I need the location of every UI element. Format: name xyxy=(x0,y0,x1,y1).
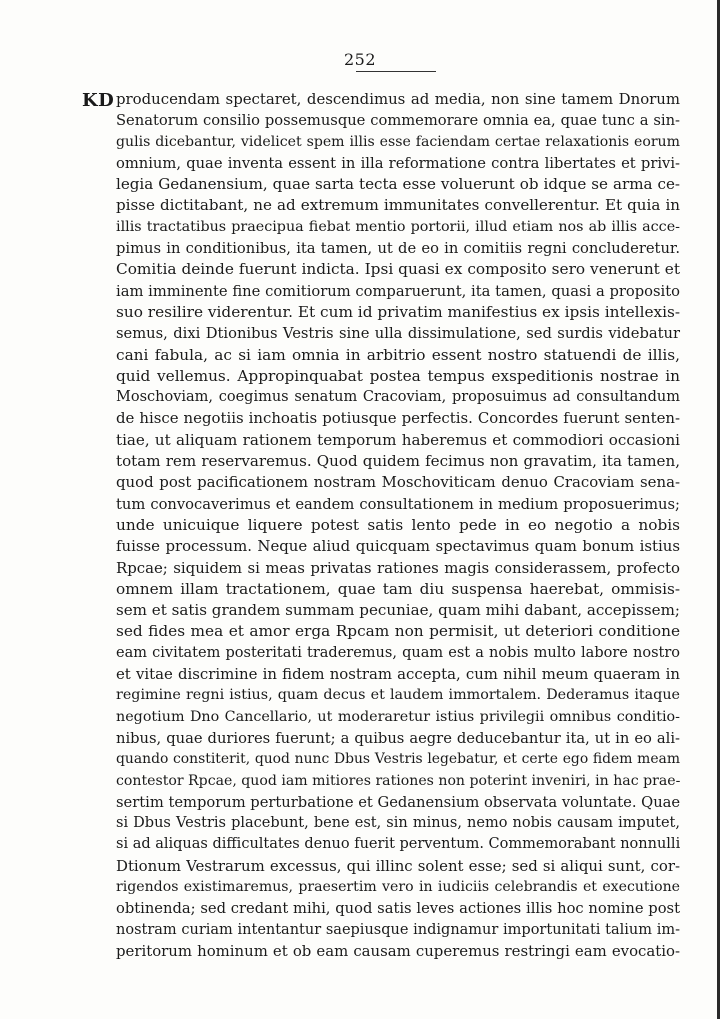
text-line: iam imminente fine comitiorum comparuerunt, ita tamen, quasi a proposito xyxy=(116,282,680,300)
text-line: pimus in conditionibus, ita tamen, ut de eo in comitiis regni concluderetur. xyxy=(116,240,680,258)
text-line: gulis dicebantur, videlicet spem illis esse faciendam certae relaxationis eorum xyxy=(116,133,680,150)
text-line: fuisse processum. Neque aliud quicquam spectavimus quam bonum istius xyxy=(116,537,680,556)
text-line: nostram curiam intentantur saepiusque indignamur importunitati talium im- xyxy=(116,921,680,938)
page-number-rule xyxy=(356,71,436,72)
text-line: si ad aliquas difficultates denuo fuerit perventum. Commemorabant nonnulli xyxy=(116,836,681,853)
text-line: regimine regni istius, quam decus et laudem immortalem. Dederamus itaque xyxy=(116,687,680,704)
text-line: nibus, quae duriores fuerunt; a quibus aegre deducebantur ita, ut in eo ali- xyxy=(116,729,680,747)
text-line: eam civitatem posteritati traderemus, quam est a nobis multo labore nostro xyxy=(116,644,680,661)
body-text xyxy=(116,89,680,962)
text-line: peritorum hominum et ob eam causam cuperemus restringi eam evocatio- xyxy=(116,941,680,960)
text-line: quando constiterit, quod nunc Dbus Vestris legebatur, et certe ego fidem meam xyxy=(116,751,680,768)
text-line: Rpcae; siquidem si meas privatas rationes magis considerassem, profecto xyxy=(116,558,680,577)
text-line: de hisce negotiis inchoatis potiusque perfectis. Concordes fuerunt senten- xyxy=(116,409,680,428)
text-line: semus, dixi Dtionibus Vestris sine ulla dissimulatione, sed surdis videbatur xyxy=(116,325,680,343)
text-line: pisse dictitabant, ne ad extremum immunitates convellerentur. Et quia in xyxy=(116,196,680,215)
text-line: Comitia deinde fuerunt indicta. Ipsi quasi ex composito sero venerunt et xyxy=(116,260,680,279)
text-line: producendam spectaret, descendimus ad media, non sine tamem Dnorum xyxy=(116,90,680,108)
text-line: Moschoviam, coegimus senatum Cracoviam, proposuimus ad consultandum xyxy=(116,389,680,406)
text-line: omnium, quae inventa essent in illa reformatione contra libertates et privi- xyxy=(116,154,680,172)
text-line: totam rem reservaremus. Quod quidem fecimus non gravatim, ita tamen, xyxy=(116,452,680,471)
text-line: et vitae discrimine in fidem nostram accepta, cum nihil meum quaeram in xyxy=(116,665,680,684)
text-line: cani fabula, ac si iam omnia in arbitrio essent nostro statuendi de illis, xyxy=(116,345,680,364)
text-line: unde unicuique liquere potest satis lento pede in eo negotio a nobis xyxy=(116,515,680,534)
text-line: Dtionum Vestrarum excessus, qui illinc solent esse; sed si aliqui sunt, cor- xyxy=(116,856,680,875)
text-line: sertim temporum perturbatione et Gedanensium observata voluntate. Quae xyxy=(116,793,681,811)
text-line: omnem illam tractationem, quae tam diu suspensa haerebat, ommisis- xyxy=(116,579,680,598)
text-line: negotium Dno Cancellario, ut moderaretur istius privilegii omnibus conditio- xyxy=(116,708,680,725)
text-line: contestor Rpcae, quod iam mitiores rationes non poterint inveniri, in hac prae- xyxy=(116,772,681,789)
margin-note: KD xyxy=(82,90,115,111)
text-line: rigendos existimaremus, praesertim vero in iudiciis celebrandis et executione xyxy=(116,878,680,895)
text-line: quod post pacificationem nostram Moschoviticam denuo Cracoviam sena- xyxy=(116,473,680,492)
text-line: sem et satis grandem summam pecuniae, quam mihi dabant, accepissem; xyxy=(116,601,680,620)
text-line: suo resilire viderentur. Et cum id privatim manifestius ex ipsis intellexis- xyxy=(116,302,681,321)
text-line: tum convocaverimus et eandem consultationem in medium proposuerimus; xyxy=(116,495,680,513)
text-line: tiae, ut aliquam rationem temporum haberemus et commodiori occasioni xyxy=(116,430,680,449)
text-line: obtinenda; sed credant mihi, quod satis leves actiones illis hoc nomine post xyxy=(116,900,680,918)
text-line: quid vellemus. Appropinquabat postea tempus exspeditionis nostrae in xyxy=(116,366,680,385)
text-line: si Dbus Vestris placebunt, bene est, sin minus, nemo nobis causam imputet, xyxy=(116,815,680,832)
text-line: Senatorum consilio possemusque commemorare omnia ea, quae tunc a sin- xyxy=(116,112,680,130)
text-line: illis tractatibus praecipua fiebat mentio portorii, illud etiam nos ab illis acce- xyxy=(116,218,680,235)
text-line: legia Gedanensium, quae sarta tecta esse voluerunt ob idque se arma ce- xyxy=(116,175,680,194)
text-line: sed fides mea et amor erga Rpcam non permisit, ut deteriori conditione xyxy=(116,622,680,641)
page-number: 252 xyxy=(343,50,377,69)
